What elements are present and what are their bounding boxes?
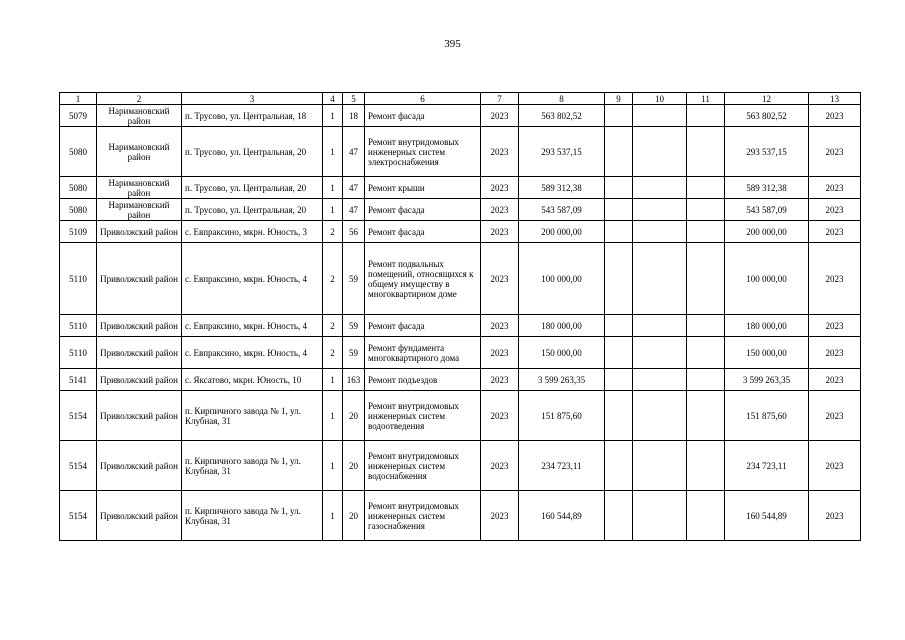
total-cell: 180 000,00: [725, 315, 809, 337]
amount-cell: 563 802,52: [519, 105, 605, 127]
work-type-cell: Ремонт фасада: [365, 199, 481, 221]
work-type-cell: Ремонт внутридомовых инженерных систем водоотведения: [365, 391, 481, 441]
work-type-cell: Ремонт крыши: [365, 177, 481, 199]
end-year-cell: 2023: [809, 315, 861, 337]
amount-cell: 3 599 263,35: [519, 369, 605, 391]
address-cell: п. Кирпичного завода № 1, ул. Клубная, 31: [182, 491, 323, 541]
col9-cell: [605, 441, 633, 491]
row-id: 5109: [60, 221, 97, 243]
col11-cell: [687, 177, 725, 199]
row-id: 5154: [60, 441, 97, 491]
amount-cell: 100 000,00: [519, 243, 605, 315]
col11-cell: [687, 127, 725, 177]
year-cell: 2023: [481, 391, 519, 441]
work-type-cell: Ремонт фасада: [365, 221, 481, 243]
district-cell: Приволжский район: [97, 441, 182, 491]
end-year-cell: 2023: [809, 199, 861, 221]
col9-cell: [605, 243, 633, 315]
table-row: [60, 105, 861, 127]
total-cell: 151 875,60: [725, 391, 809, 441]
end-year-cell: 2023: [809, 369, 861, 391]
total-cell: 100 000,00: [725, 243, 809, 315]
address-cell: с. Евпраксино, мкрн. Юность, 4: [182, 315, 323, 337]
amount-cell: 589 312,38: [519, 177, 605, 199]
col11-cell: [687, 491, 725, 541]
year-cell: 2023: [481, 243, 519, 315]
column-header: 11: [687, 93, 725, 105]
column-header: 4: [323, 93, 343, 105]
year-cell: 2023: [481, 337, 519, 369]
column-header: 1: [60, 93, 97, 105]
column-header: 8: [519, 93, 605, 105]
total-cell: 293 537,15: [725, 127, 809, 177]
col9-cell: [605, 199, 633, 221]
amount-cell: 293 537,15: [519, 127, 605, 177]
district-cell: Приволжский район: [97, 369, 182, 391]
col11-cell: [687, 369, 725, 391]
table-row: [60, 491, 861, 541]
col4-cell: 1: [323, 491, 343, 541]
row-id: 5080: [60, 127, 97, 177]
col11-cell: [687, 243, 725, 315]
work-type-cell: Ремонт внутридомовых инженерных систем газоснабжения: [365, 491, 481, 541]
end-year-cell: 2023: [809, 105, 861, 127]
col5-cell: 18: [343, 105, 365, 127]
amount-cell: 234 723,11: [519, 441, 605, 491]
col4-cell: 1: [323, 369, 343, 391]
col11-cell: [687, 315, 725, 337]
address-cell: с. Евпраксино, мкрн. Юность, 3: [182, 221, 323, 243]
col11-cell: [687, 337, 725, 369]
table-row: [60, 337, 861, 369]
year-cell: 2023: [481, 177, 519, 199]
work-type-cell: Ремонт подъездов: [365, 369, 481, 391]
col9-cell: [605, 105, 633, 127]
col10-cell: [633, 105, 687, 127]
work-type-cell: Ремонт фасада: [365, 315, 481, 337]
column-header: 5: [343, 93, 365, 105]
table-row: [60, 391, 861, 441]
district-cell: Приволжский район: [97, 391, 182, 441]
total-cell: 589 312,38: [725, 177, 809, 199]
address-cell: п. Трусово, ул. Центральная, 20: [182, 177, 323, 199]
row-id: 5141: [60, 369, 97, 391]
table-row: [60, 369, 861, 391]
column-header: 2: [97, 93, 182, 105]
work-type-cell: Ремонт подвальных помещений, относящихся к общему имуществу в многоквартирном доме: [365, 243, 481, 315]
col9-cell: [605, 491, 633, 541]
work-type-cell: Ремонт фундамента многоквартирного дома: [365, 337, 481, 369]
col5-cell: 47: [343, 127, 365, 177]
col10-cell: [633, 491, 687, 541]
year-cell: 2023: [481, 315, 519, 337]
year-cell: 2023: [481, 441, 519, 491]
work-type-cell: Ремонт фасада: [365, 105, 481, 127]
col9-cell: [605, 315, 633, 337]
column-header: 10: [633, 93, 687, 105]
row-id: 5110: [60, 315, 97, 337]
header-row: [60, 93, 861, 105]
year-cell: 2023: [481, 369, 519, 391]
district-cell: Наримановский район: [97, 127, 182, 177]
end-year-cell: 2023: [809, 391, 861, 441]
col4-cell: 1: [323, 391, 343, 441]
col9-cell: [605, 337, 633, 369]
row-id: 5110: [60, 243, 97, 315]
col5-cell: 59: [343, 315, 365, 337]
total-cell: 563 802,52: [725, 105, 809, 127]
table-row: [60, 199, 861, 221]
row-id: 5080: [60, 177, 97, 199]
work-type-cell: Ремонт внутридомовых инженерных систем водоснабжения: [365, 441, 481, 491]
table-row: [60, 221, 861, 243]
col4-cell: 2: [323, 243, 343, 315]
amount-cell: 150 000,00: [519, 337, 605, 369]
column-header: 13: [809, 93, 861, 105]
table-body: [60, 105, 861, 541]
row-id: 5079: [60, 105, 97, 127]
col4-cell: 2: [323, 337, 343, 369]
column-header: 6: [365, 93, 481, 105]
total-cell: 3 599 263,35: [725, 369, 809, 391]
amount-cell: 151 875,60: [519, 391, 605, 441]
col5-cell: 59: [343, 337, 365, 369]
col10-cell: [633, 315, 687, 337]
address-cell: с. Евпраксино, мкрн. Юность, 4: [182, 337, 323, 369]
total-cell: 160 544,89: [725, 491, 809, 541]
col10-cell: [633, 177, 687, 199]
district-cell: Приволжский район: [97, 491, 182, 541]
table-row: [60, 177, 861, 199]
col10-cell: [633, 221, 687, 243]
address-cell: с. Евпраксино, мкрн. Юность, 4: [182, 243, 323, 315]
amount-cell: 180 000,00: [519, 315, 605, 337]
page-number: 395: [444, 38, 461, 50]
end-year-cell: 2023: [809, 221, 861, 243]
col9-cell: [605, 127, 633, 177]
col10-cell: [633, 441, 687, 491]
table-row: [60, 441, 861, 491]
column-header: 12: [725, 93, 809, 105]
total-cell: 234 723,11: [725, 441, 809, 491]
col9-cell: [605, 177, 633, 199]
total-cell: 543 587,09: [725, 199, 809, 221]
col5-cell: 47: [343, 177, 365, 199]
total-cell: 200 000,00: [725, 221, 809, 243]
col5-cell: 59: [343, 243, 365, 315]
district-cell: Наримановский район: [97, 177, 182, 199]
col9-cell: [605, 391, 633, 441]
col5-cell: 20: [343, 491, 365, 541]
row-id: 5080: [60, 199, 97, 221]
col5-cell: 47: [343, 199, 365, 221]
col4-cell: 1: [323, 441, 343, 491]
column-header: 7: [481, 93, 519, 105]
col11-cell: [687, 391, 725, 441]
district-cell: Приволжский район: [97, 243, 182, 315]
row-id: 5110: [60, 337, 97, 369]
district-cell: Приволжский район: [97, 315, 182, 337]
col5-cell: 163: [343, 369, 365, 391]
col4-cell: 2: [323, 315, 343, 337]
col11-cell: [687, 441, 725, 491]
col10-cell: [633, 391, 687, 441]
end-year-cell: 2023: [809, 441, 861, 491]
amount-cell: 543 587,09: [519, 199, 605, 221]
year-cell: 2023: [481, 221, 519, 243]
col10-cell: [633, 337, 687, 369]
address-cell: п. Кирпичного завода № 1, ул. Клубная, 31: [182, 391, 323, 441]
district-cell: Наримановский район: [97, 199, 182, 221]
address-cell: п. Трусово, ул. Центральная, 20: [182, 199, 323, 221]
column-header: 9: [605, 93, 633, 105]
table-row: [60, 315, 861, 337]
col5-cell: 20: [343, 391, 365, 441]
district-cell: Наримановский район: [97, 105, 182, 127]
table-row: [60, 243, 861, 315]
end-year-cell: 2023: [809, 243, 861, 315]
col4-cell: 1: [323, 127, 343, 177]
address-cell: п. Трусово, ул. Центральная, 20: [182, 127, 323, 177]
address-cell: с. Яксатово, мкрн. Юность, 10: [182, 369, 323, 391]
col4-cell: 1: [323, 199, 343, 221]
col11-cell: [687, 199, 725, 221]
year-cell: 2023: [481, 491, 519, 541]
address-cell: п. Трусово, ул. Центральная, 18: [182, 105, 323, 127]
table-row: [60, 127, 861, 177]
work-type-cell: Ремонт внутридомовых инженерных систем электроснабжения: [365, 127, 481, 177]
district-cell: Приволжский район: [97, 221, 182, 243]
end-year-cell: 2023: [809, 337, 861, 369]
amount-cell: 200 000,00: [519, 221, 605, 243]
col10-cell: [633, 199, 687, 221]
total-cell: 150 000,00: [725, 337, 809, 369]
col10-cell: [633, 243, 687, 315]
col4-cell: 1: [323, 105, 343, 127]
year-cell: 2023: [481, 105, 519, 127]
row-id: 5154: [60, 491, 97, 541]
col11-cell: [687, 221, 725, 243]
row-id: 5154: [60, 391, 97, 441]
column-header: 3: [182, 93, 323, 105]
district-cell: Приволжский район: [97, 337, 182, 369]
end-year-cell: 2023: [809, 177, 861, 199]
col4-cell: 2: [323, 221, 343, 243]
end-year-cell: 2023: [809, 127, 861, 177]
address-cell: п. Кирпичного завода № 1, ул. Клубная, 31: [182, 441, 323, 491]
col9-cell: [605, 369, 633, 391]
year-cell: 2023: [481, 199, 519, 221]
col10-cell: [633, 127, 687, 177]
col9-cell: [605, 221, 633, 243]
works-table: [59, 92, 861, 541]
col4-cell: 1: [323, 177, 343, 199]
col5-cell: 20: [343, 441, 365, 491]
end-year-cell: 2023: [809, 491, 861, 541]
col11-cell: [687, 105, 725, 127]
year-cell: 2023: [481, 127, 519, 177]
col10-cell: [633, 369, 687, 391]
col5-cell: 56: [343, 221, 365, 243]
amount-cell: 160 544,89: [519, 491, 605, 541]
